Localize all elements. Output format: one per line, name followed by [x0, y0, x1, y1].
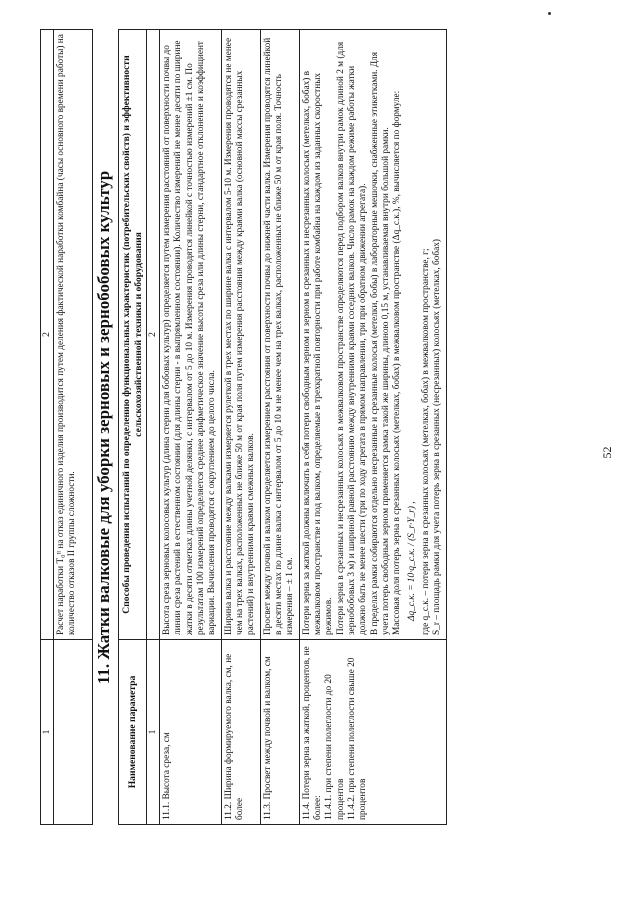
- row-method: Ширина валка и расстояние между валками измеряется рулеткой в трех местах по ширине валка с интервалом 5-10 м. Измерения проводятся не менее чем на трех валках, расположенных не ближе 50 м от края поля путем измерения расстояния между краями валка (основной массы срезанных растений) и внутренними краями смежных валков.: [221, 30, 260, 640]
- loss-formula: Δq_с.к. = 10·q_с.к. / (S_r·Y_r) ,: [406, 501, 417, 621]
- top-table-text: Расчет наработки T₀ᴵᴵ на отказ единичного изделия производится путем деления фактической наработки комбайна (часы основного времени работы) на количество отказов II группы сложности.: [53, 30, 92, 640]
- section-title: 11. Жатки валковые для уборки зерновых и зернобобовых культур: [94, 170, 113, 685]
- method-paragraph: S_r – площадь рамки для учета потерь зерна в срезанных (несрезанных) колосьях (метелках, бобах): [432, 239, 443, 635]
- header-parameter: Наименование параметра: [119, 640, 147, 825]
- row-name: 11.1. Высота среза, см: [160, 640, 222, 825]
- method-paragraph: В пределах рамки собираются отдельно несрезанные и срезанные колосья (метелки, бобы) в лабораторные мешочки, снабженные этикетками. Для учета потерь свободным зерном применяется рамка такой же ширины, длиною 0,15 м, устанавливаемая внутри большой рамки.: [369, 51, 392, 635]
- table-row: [260, 30, 299, 825]
- row-name-part: 11.4. Потери зерна за жаткой, процентов, не более:: [301, 646, 324, 820]
- col-number-1: 1: [147, 640, 160, 825]
- col-number-2: 2: [41, 30, 54, 640]
- row-name-part: 11.4.2. при степени полеглости свыше 20 процентов: [347, 657, 369, 820]
- row-method: Высота среза зерновых колосовых культур (длина стерни для бобовых культур) определяется путем измерения расстояний от поверхности почвы до линии среза растений в естественном состоянии (для длины стерни - в выпрямленном состоянии). Количество измерений не менее десяти по ширине жатки в десяти отметках длины учетной делянки, с интервалом от 5 до 10 м. Измерения проводятся линейкой с точностью измерений ±1 см. По результатам 100 измерений определяется среднее арифметическое значение высоты среза или длины стерни, стандартное отклонение и коэффициент вариации. Вычисления проводятся с округлением до целого числа.: [160, 30, 222, 640]
- header-method: Способы проведения испытаний по определению функциональных характеристик (потребительских свойств) и эффективности сельскохозяйственной техники и оборудования: [119, 30, 147, 640]
- row-method: [299, 30, 446, 640]
- row-name-part: 11.4.1. при степени полеглости до 20 процентов: [324, 674, 346, 820]
- row-method: Просвет между почвой и валком определяется измерением расстояния от поверхности почвы до нижней части валка. Измерения проводятся линейкой в десяти местах по длине валка с интервалом от 5 до 10 м не менее чем на трех валках, расположенных не ближе 50 м от края поля. Точность измерения – ± 1 см.: [260, 30, 299, 640]
- row-name: [299, 640, 446, 825]
- top-table-empty-cell: [53, 640, 92, 825]
- row-name: 11.3. Просвет между почвой и валком, см: [260, 640, 299, 825]
- scan-speck: [548, 12, 551, 15]
- col-number-1: 1: [41, 640, 54, 825]
- top-table: [40, 29, 93, 825]
- table-row: [299, 30, 446, 825]
- table-row: [221, 30, 260, 825]
- table-row: [160, 30, 222, 825]
- method-paragraph: Потери зерна за жаткой должны включать в себя потери свободным зерном и зерном в срезанных и несрезанных колосьях (метелках, бобах) в межвалковом пространстве и под валком, определяемые в трехкратной повторности при работе комбайна на каждом из заданных скоростных режимов.: [301, 70, 335, 635]
- row-name: 11.2. Ширина формируемого валка, см, не более: [221, 640, 260, 825]
- method-paragraph: Потери зерна в срезанных и несрезанных колосьях в межвалковом пространстве определяются перед подбором валков внутри рамок длиной 2 м (для зернобобовых 3 м) и шириной равной расстоянию между внутренними краями соседних валков. Число рамок на каждом режиме работы жатки должно быть не менее шести (три по ходу агрегата в прямом направлении, три при обратном движении агрегата).: [335, 41, 369, 635]
- main-table: [118, 29, 447, 825]
- col-number-2: 2: [147, 30, 160, 640]
- method-paragraph: Массовая доля потерь зерна в срезанных колосьях (метелках, бобах) в межвалковом пространстве (Δq_с.к.), %, вычисляется по формуле:: [392, 90, 403, 635]
- page-number: 52: [600, 446, 614, 459]
- method-paragraph: где q_с.к. – потери зерна в срезанных колосьях (метелках, бобах) в межвалковом пространстве, г;: [421, 248, 431, 635]
